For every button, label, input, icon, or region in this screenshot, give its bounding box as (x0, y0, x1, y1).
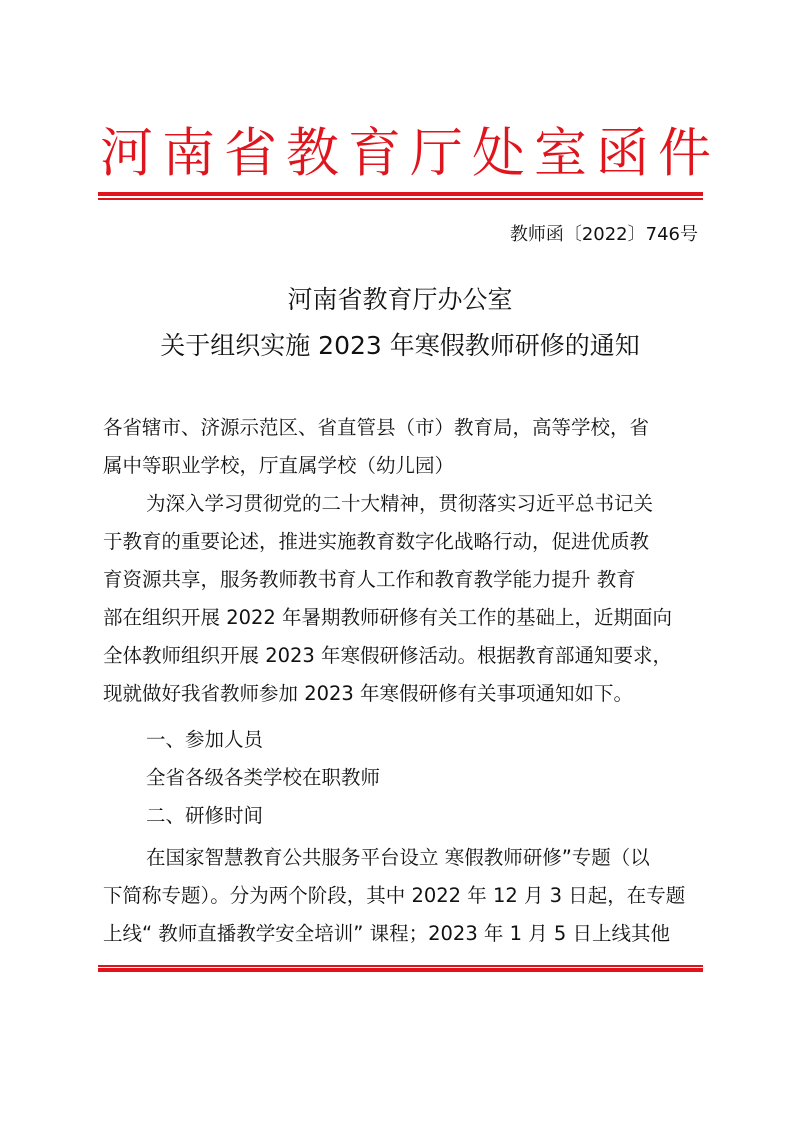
document-number: 教师函〔2022〕746号 (509, 224, 698, 245)
intro-line: 育资源共享，服务教师教书育人工作和教育教学能力提升 教育 (103, 568, 636, 591)
section-2-line: 在国家智慧教育公共服务平台设立 寒假教师研修”专题（以 (146, 846, 650, 869)
intro-line: 现就做好我省教师参加 2023 年寒假研修有关事项通知如下。 (103, 682, 634, 705)
footer-rule-thick (98, 968, 703, 972)
intro-line: 全体教师组织开展 2023 年寒假研修活动。根据教育部通知要求， (103, 644, 673, 667)
masthead-rule-thin (98, 198, 703, 200)
intro-line: 为深入学习贯彻党的二十大精神，贯彻落实习近平总书记关 (146, 492, 654, 515)
section-2-heading: 二、研修时间 (146, 804, 264, 827)
section-1-heading: 一、参加人员 (146, 728, 264, 751)
notice-title-line-2: 关于组织实施 2023 年寒假教师研修的通知 (160, 331, 640, 360)
section-2-line: 上线“ 教师直播教学安全培训” 课程；2023 年 1 月 5 日上线其他 (103, 922, 671, 945)
section-2-line: 下简称专题）。分为两个阶段，其中 2022 年 12 月 3 日起，在专题 (103, 884, 686, 907)
intro-line: 于教育的重要论述，推进实施教育数字化战略行动，促进优质教 (103, 530, 650, 553)
section-1-text: 全省各级各类学校在职教师 (146, 766, 381, 789)
masthead-rule-thick (98, 192, 703, 196)
notice-title-line-1: 河南省教育厅办公室 (287, 285, 513, 314)
addressee-line: 各省辖市、济源示范区、省直管县（市）教育局，高等学校，省 (103, 416, 650, 439)
masthead-title: 河南省教育厅处室函件 (100, 123, 720, 184)
addressee-line: 属中等职业学校，厅直属学校（幼儿园） (103, 454, 455, 477)
intro-line: 部在组织开展 2022 年暑期教师研修有关工作的基础上，近期面向 (103, 606, 673, 629)
footer-rule-thin (98, 965, 703, 967)
